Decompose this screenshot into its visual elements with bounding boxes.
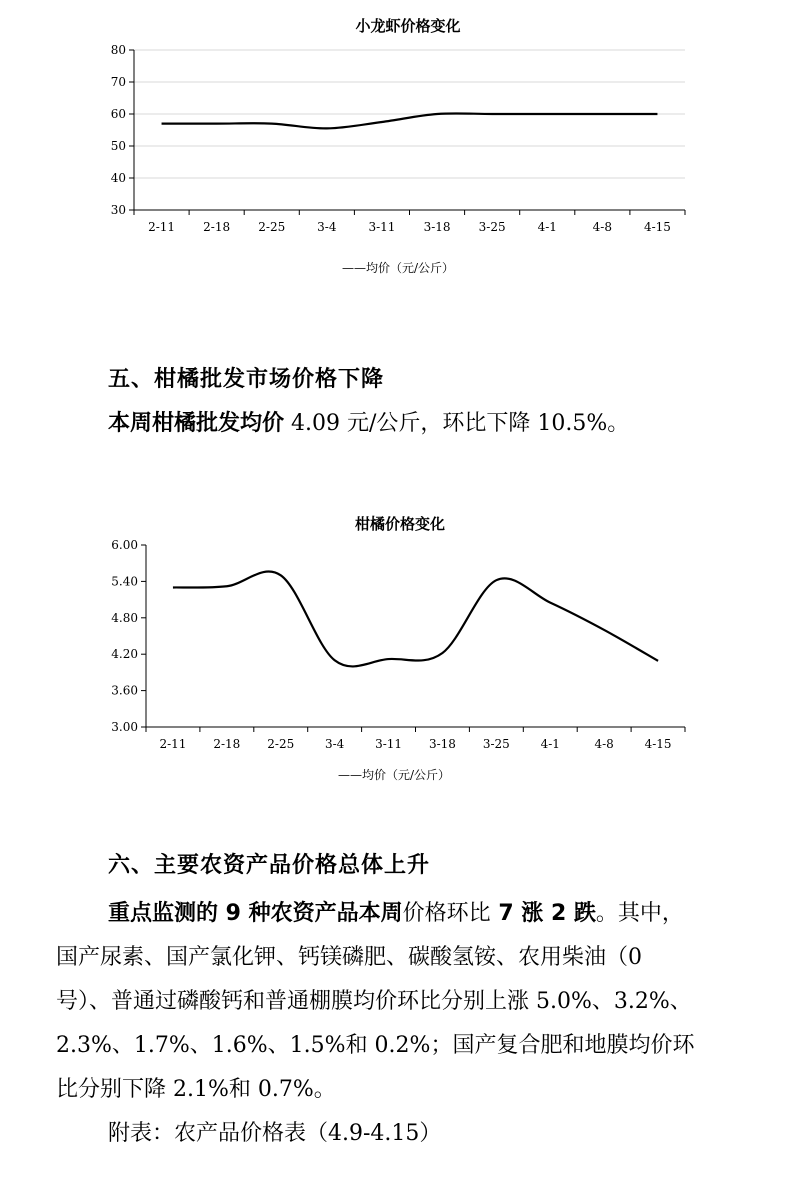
x-tick-label: 4-8 xyxy=(592,220,613,234)
x-tick-label: 3-25 xyxy=(478,220,506,234)
chart-title: 小龙虾价格变化 xyxy=(355,17,461,35)
crayfish-price-chart xyxy=(0,0,798,290)
crayfish-chart-svg xyxy=(0,0,798,290)
y-tick-label: 80 xyxy=(110,43,126,57)
series-line xyxy=(173,572,658,667)
chart-legend: ——均价（元/公斤） xyxy=(337,768,451,782)
x-tick-label: 4-8 xyxy=(594,737,614,751)
section6-text-bold-b: 7 涨 2 跌 xyxy=(490,901,596,926)
x-tick-label: 2-18 xyxy=(203,220,231,234)
y-tick-label: 4.20 xyxy=(111,647,138,662)
x-tick-label: 4-15 xyxy=(643,220,671,234)
y-tick-label: 3.00 xyxy=(111,720,138,734)
citrus-chart-svg xyxy=(0,500,798,800)
x-tick-label: 3-4 xyxy=(324,737,345,751)
section6-text-rest: 。其中， xyxy=(595,901,684,926)
x-tick-label: 3-25 xyxy=(482,737,510,751)
x-tick-label: 4-15 xyxy=(644,737,672,751)
x-tick-label: 3-18 xyxy=(423,220,451,234)
y-tick-label: 3.60 xyxy=(111,683,138,698)
section6-line6: 附表：农产品价格表（4.9-4.15） xyxy=(108,1121,442,1146)
section6-line2: 国产尿素、国产氯化钾、钙镁磷肥、碳酸氢铵、农用柴油（0 xyxy=(56,945,642,970)
y-tick-label: 5.40 xyxy=(111,574,138,589)
series-line xyxy=(162,113,658,128)
y-tick-label: 40 xyxy=(110,171,126,185)
y-tick-label: 6.00 xyxy=(111,538,138,552)
section5-paragraph xyxy=(108,402,798,446)
section5-text-bold: 本周柑橘批发均价 xyxy=(108,411,285,436)
x-tick-label: 3-11 xyxy=(375,737,403,751)
section5-heading: 五、柑橘批发市场价格下降 xyxy=(108,367,385,392)
section6-paragraph xyxy=(56,892,778,1156)
y-tick-label: 4.80 xyxy=(111,610,138,625)
section6-text-normal: 价格环比 xyxy=(402,901,491,926)
x-tick-label: 2-18 xyxy=(213,737,241,751)
y-tick-label: 50 xyxy=(110,139,126,153)
x-tick-label: 2-11 xyxy=(159,737,187,751)
x-tick-label: 4-1 xyxy=(537,220,557,234)
x-tick-label: 2-11 xyxy=(148,220,176,234)
chart-legend: ——均价（元/公斤） xyxy=(341,261,455,275)
x-tick-label: 3-4 xyxy=(317,220,337,234)
x-tick-label: 2-25 xyxy=(258,220,286,234)
x-tick-label: 2-25 xyxy=(267,737,295,751)
y-tick-label: 30 xyxy=(110,203,126,217)
x-tick-label: 3-11 xyxy=(368,220,396,234)
chart-title: 柑橘价格变化 xyxy=(354,515,446,533)
section6-text-bold-a: 重点监测的 9 种农资产品本周 xyxy=(108,901,403,926)
section6-line3: 号）、普通过磷酸钙和普通棚膜均价环比分别上涨 5.0%、3.2%、 xyxy=(56,989,692,1014)
y-tick-label: 60 xyxy=(110,107,126,121)
section6-heading: 六、主要农资产品价格总体上升 xyxy=(108,853,431,878)
x-tick-label: 3-18 xyxy=(428,737,456,751)
y-tick-label: 70 xyxy=(110,75,126,89)
citrus-price-chart xyxy=(0,500,798,800)
section6-line5: 比分别下降 2.1%和 0.7%。 xyxy=(56,1077,336,1102)
section5-text-rest: 4.09 元/公斤，环比下降 10.5%。 xyxy=(284,411,630,436)
section6-line4: 2.3%、1.7%、1.6%、1.5%和 0.2%；国产复合肥和地膜均价环 xyxy=(56,1033,695,1058)
x-tick-label: 4-1 xyxy=(540,737,560,751)
